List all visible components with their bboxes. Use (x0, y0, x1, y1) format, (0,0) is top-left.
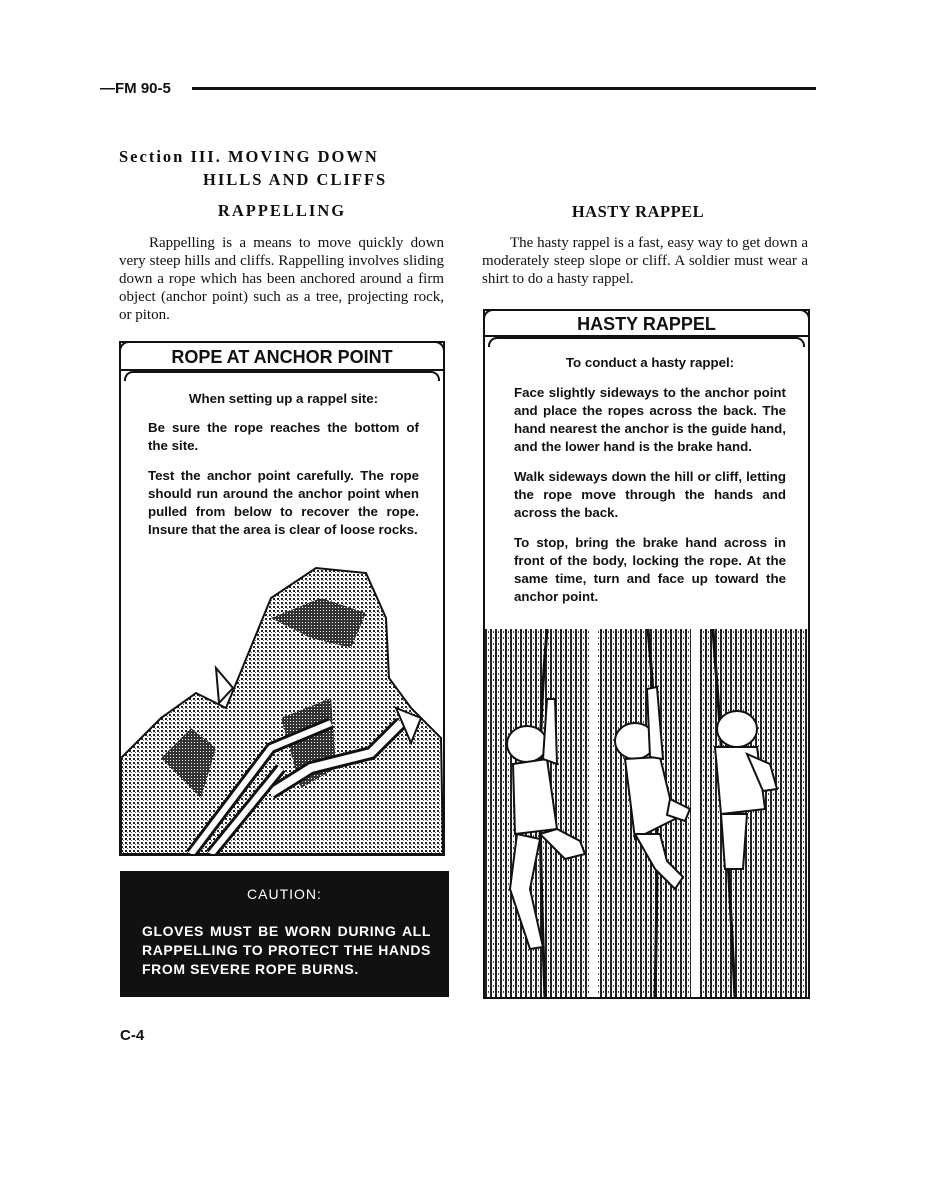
hasty-rappel-panel (483, 309, 810, 999)
anchor-panel-cap (124, 371, 440, 381)
document-id: —FM 90-5 (100, 80, 171, 97)
anchor-panel-text (148, 390, 419, 551)
anchor-panel-p1: Be sure the rope reaches the bottom of the site. (148, 420, 419, 453)
hasty-panel-p2: Walk sideways down the hill or cliff, letting the rope move through the hands and across the back. (514, 469, 786, 520)
header-rule (192, 87, 816, 90)
page-number: C-4 (120, 1027, 145, 1044)
section-title-line1: Section III. MOVING DOWN (119, 147, 379, 166)
hasty-panel-cap (488, 337, 805, 347)
anchor-panel-intro: When setting up a rappel site: (188, 391, 379, 406)
hasty-panel-title: HASTY RAPPEL (483, 309, 810, 337)
hasty-panel-intro: To conduct a hasty rappel: (565, 355, 735, 370)
hasty-rappel-drawing (485, 629, 808, 997)
hasty-panel-text (514, 354, 786, 618)
rappelling-body: Rappelling is a means to move quickly down very steep hills and cliffs. Rappelling involves sliding down a rope which has been anchored around a firm object (anchor point) such as a tree, projecting rock, or piton. (119, 235, 444, 323)
anchor-point-panel (119, 341, 445, 856)
section-title-line2: HILLS AND CLIFFS (203, 170, 388, 189)
caution-box (120, 871, 449, 997)
hasty-panel-p3: To stop, bring the brake hand across in front of the body, locking the rope. At the same time, turn and face up toward the anchor point. (514, 535, 786, 604)
hasty-body: The hasty rappel is a fast, easy way to get down a moderately steep slope or cliff. A soldier must wear a shirt to do a hasty rappel. (482, 235, 808, 287)
section-title (119, 145, 439, 191)
caution-text: GLOVES MUST BE WORN DURING ALL RAPPELLING TO PROTECT THE HANDS FROM SEVERE ROPE BURNS. (142, 923, 431, 977)
hasty-heading: HASTY RAPPEL (571, 202, 705, 221)
anchor-panel-title: ROPE AT ANCHOR POINT (119, 341, 445, 371)
rappelling-heading: RAPPELLING (217, 201, 347, 220)
anchor-illustration (121, 558, 443, 854)
caution-title: CAUTION: (247, 886, 322, 902)
anchor-rock-drawing (121, 558, 443, 854)
hasty-panel-p1: Face slightly sideways to the anchor point and place the ropes across the back. The hand nearest the anchor is the guide hand, and the lower hand is the brake hand. (514, 385, 786, 454)
hasty-illustration (485, 629, 808, 997)
anchor-panel-p2: Test the anchor point carefully. The rope should run around the anchor point when pulled from below to recover the rope. Insure that the area is clear of loose rocks. (148, 468, 419, 537)
